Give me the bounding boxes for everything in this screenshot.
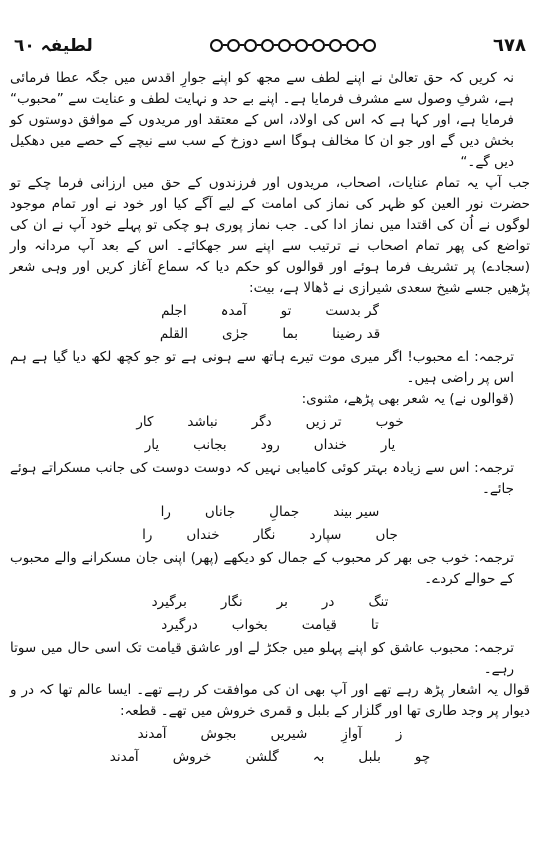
verse-word: جرٰی	[222, 326, 249, 342]
verse-word: بر	[276, 594, 288, 610]
verse-word: کار	[136, 414, 154, 430]
translation-1b: (قوالوں نے) یہ شعر بھی پڑھے، مثنوی:	[301, 391, 514, 407]
page-number: ٦٧٨	[493, 34, 526, 56]
verse-word: خروش	[172, 749, 212, 765]
verse-word: آوازِ	[341, 726, 362, 742]
verse-word: برگیرد	[151, 594, 187, 610]
verse-word: دگر	[251, 414, 272, 430]
translation-2: ترجمہ: اس سے زیادہ بہتر کوئی کامیابی نہیں کہ دوست دوست کی جانب مسکراتے ہوئے جائے۔	[10, 460, 514, 497]
verse-word: را	[160, 504, 171, 520]
verse-word: آمدہ	[220, 303, 247, 319]
verse-word: درگیرد	[161, 617, 198, 633]
verse-word: بما	[282, 326, 299, 342]
verse-4-line-2	[10, 615, 530, 636]
verse-2-line-2	[10, 435, 530, 456]
verse-word: بجوش	[200, 726, 237, 742]
translation-3: ترجمہ: خوب جی بھر کر محبوب کے جمال کو دیکھے (پھر) اپنی جان مسکرانے والے محبوب کے حوالے کردے۔	[10, 550, 514, 587]
verse-word: گلشن	[245, 749, 279, 765]
verse-word: بہ	[312, 749, 325, 765]
verse-word: جاں	[375, 527, 398, 543]
verse-word: تا	[370, 617, 379, 633]
paragraph-1: نہ کریں کہ حق تعالیٰ نے اپنے لطف سے مجھ کو اپنے جوارِ اقدس میں جگہ عطا فرمائی ہے، شرفِ وصول سے مشرف فرمایا ہے۔ اپنے بے حد و نہایت لطف و عنایت سے ”محبوب“ فرمایا ہے، اور کہا ہے کہ اس کی اولاد، اس کے معتقد اور مریدوں کے موافق دوستوں کو بخش دیں گے اور جو ان کا مخالف ہوگا اسے دوزخ کے سب سے نیچے کے حصے میں دھکیل دیں گے۔“	[10, 70, 514, 170]
verse-word: بجانب	[193, 437, 227, 453]
verse-word: خنداں	[186, 527, 220, 543]
verse-word: تو	[280, 303, 292, 319]
page-header	[14, 30, 526, 60]
verse-1-line-2	[10, 324, 530, 345]
verse-word: شیریں	[270, 726, 308, 742]
verse-1-line-1	[10, 301, 530, 322]
verse-word: رود	[260, 437, 280, 453]
verse-word: سیر بیند	[333, 504, 380, 520]
verse-word: گر بدست	[325, 303, 379, 319]
verse-word: تر زیں	[305, 414, 342, 430]
verse-word: آمدند	[109, 749, 139, 765]
verse-word: نگار	[220, 594, 243, 610]
verse-3-line-1	[10, 502, 530, 523]
latifa-label: لطیفہ ٦٠	[14, 35, 93, 56]
verse-word: آمدند	[137, 726, 167, 742]
verse-word: تنگ	[368, 594, 389, 610]
translation-4: ترجمہ: محبوب عاشق کو اپنے پہلو میں جکڑ لے اور عاشق قیامت تک اسی حال میں سوتا رہے۔	[10, 640, 514, 677]
verse-word: اجلم	[161, 303, 187, 319]
verse-5-line-2	[10, 747, 530, 768]
body-text	[10, 68, 530, 770]
verse-word: القلم	[159, 326, 189, 342]
verse-word: ز	[395, 726, 403, 742]
verse-word: جاناں	[204, 504, 236, 520]
verse-word: را	[142, 527, 153, 543]
verse-word: بلبل	[358, 749, 381, 765]
verse-word: در	[321, 594, 335, 610]
verse-word: خنداں	[313, 437, 347, 453]
verse-word: قد رضینا	[332, 326, 381, 342]
verse-5-line-1	[10, 724, 530, 745]
verse-4-line-1	[10, 592, 530, 613]
verse-3-line-2	[10, 525, 530, 546]
verse-word: یار	[380, 437, 396, 453]
verse-word: نباشد	[187, 414, 218, 430]
verse-word: سپارد	[309, 527, 342, 543]
paragraph-3: قوال یہ اشعار پڑھ رہے تھے اور آپ بھی ان کی موافقت کر رہے تھے۔ ایسا عالم تھا کہ در و دیوار پر وجد طاری تھا اور گلزار کے بلبل و قمری خروش میں تھے۔ قطعہ:	[10, 682, 530, 719]
verse-word: یار	[144, 437, 160, 453]
verse-word: چو	[414, 749, 431, 765]
paragraph-2: جب آپ یہ تمام عنایات، اصحاب، مریدوں اور فرزندوں کے حق میں ارزانی فرما چکے تو حضرت نور العین کو ظہر کی نماز کی امامت کے لیے آگے کیا اور خود نے اور تمام موجود لوگوں نے اُن کی اقتدا میں نماز ادا کی۔ جب نماز پوری ہو چکی تو پہلے خود آپ نے ان کی تواضع کی پھر تمام اصحاب نے ترتیب سے اپنے سر جھکائے۔ اس کے بعد آپ مردانہ وار (سجادے) پر تشریف فرما ہوئے اور قوالوں کو حکم دیا کہ سماع آغاز کریں اور وہی شعر پڑھیں جسے شیخ سعدی شیرازی نے ڈھالا ہے، بیت:	[10, 175, 530, 296]
translation-1: ترجمہ: اے محبوب! اگر میری موت تیرے ہاتھ سے ہونی ہے تو جو کچھ لکھ دیا گیا ہے ہم اس پر راضی ہیں۔	[10, 349, 514, 386]
verse-word: قیامت	[301, 617, 337, 633]
verse-word: خوب	[375, 414, 404, 430]
verse-word: جمالِ	[269, 504, 300, 520]
verse-word: نگار	[253, 527, 276, 543]
verse-word: بخواب	[231, 617, 268, 633]
chain-ornament	[210, 39, 376, 52]
verse-2-line-1	[10, 412, 530, 433]
